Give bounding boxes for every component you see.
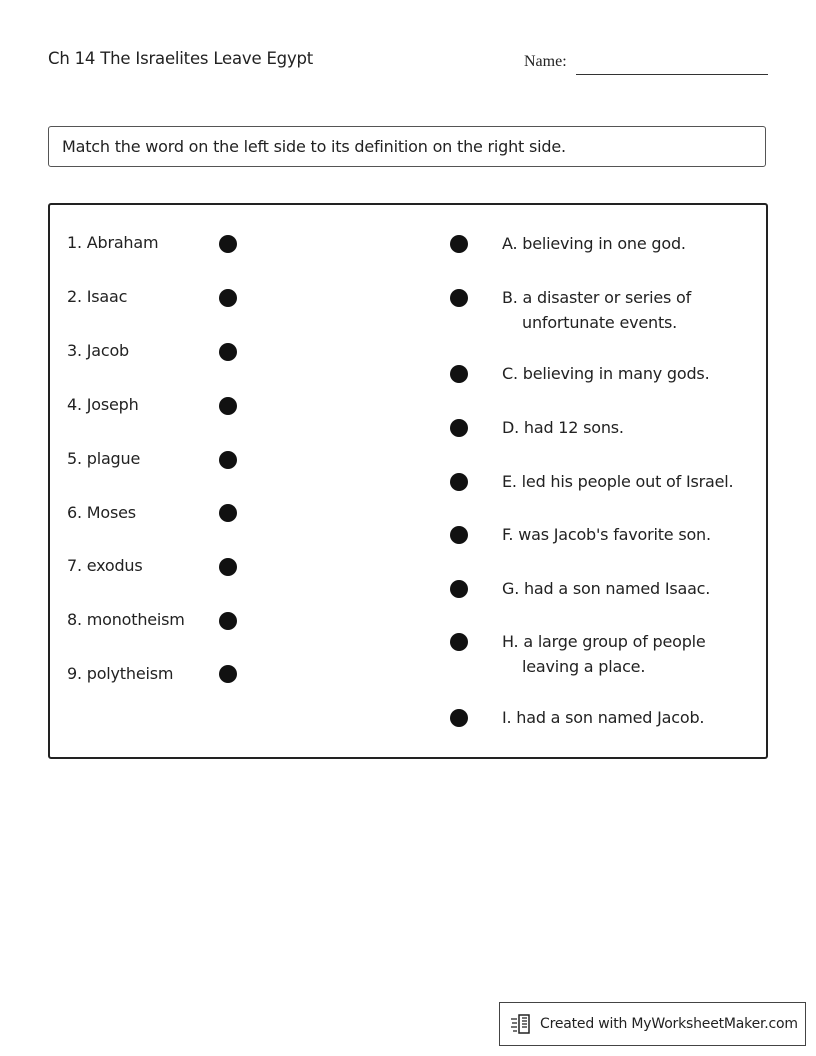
term-dot-icon[interactable] (219, 558, 237, 576)
instructions-box (48, 126, 766, 167)
definition-item (502, 469, 733, 494)
matching-box (48, 203, 768, 759)
term-dot-icon[interactable] (219, 397, 237, 415)
definition-item (502, 231, 686, 256)
footer-credit[interactable] (499, 1002, 806, 1046)
definition-text: G. had a son named Isaac. (502, 579, 711, 598)
definition-dot-icon[interactable] (450, 235, 468, 253)
definition-dot-icon[interactable] (450, 365, 468, 383)
worksheet-logo-icon (510, 1013, 534, 1035)
term-dot-icon[interactable] (219, 612, 237, 630)
term-dot-icon[interactable] (219, 289, 237, 307)
definition-text: H. a large group of people (502, 632, 706, 651)
definition-dot-icon[interactable] (450, 633, 468, 651)
definition-dot-icon[interactable] (450, 473, 468, 491)
term-dot-icon[interactable] (219, 504, 237, 522)
term-item: 2. Isaac (67, 287, 128, 306)
definition-item (502, 629, 706, 679)
term-dot-icon[interactable] (219, 665, 237, 683)
worksheet-title: Ch 14 The Israelites Leave Egypt (48, 49, 314, 68)
name-label: Name: (524, 53, 567, 70)
term-item: 8. monotheism (67, 610, 185, 629)
definition-text: B. a disaster or series of (502, 288, 692, 307)
term-dot-icon[interactable] (219, 235, 237, 253)
definition-dot-icon[interactable] (450, 289, 468, 307)
definition-item (502, 285, 691, 335)
term-dot-icon[interactable] (219, 451, 237, 469)
definition-text: F. was Jacob's favorite son. (502, 525, 711, 544)
term-item: 7. exodus (67, 556, 143, 575)
term-item: 9. polytheism (67, 664, 174, 683)
name-field-line[interactable] (576, 74, 768, 75)
instructions-text: Match the word on the left side to its definition on the right side. (62, 137, 566, 156)
term-item: 6. Moses (67, 503, 136, 522)
definition-dot-icon[interactable] (450, 419, 468, 437)
term-item: 1. Abraham (67, 233, 159, 252)
definition-item (502, 705, 704, 730)
term-item: 4. Joseph (67, 395, 139, 414)
definition-dot-icon[interactable] (450, 580, 468, 598)
definition-text-continued: unfortunate events. (522, 313, 678, 332)
definition-text: C. believing in many gods. (502, 364, 710, 383)
term-item: 5. plague (67, 449, 141, 468)
definition-item (502, 522, 711, 547)
definition-item (502, 576, 710, 601)
definition-item (502, 361, 709, 386)
definition-text-continued: leaving a place. (522, 657, 646, 676)
definition-text: A. believing in one god. (502, 234, 686, 253)
definition-text: D. had 12 sons. (502, 418, 624, 437)
definition-item (502, 415, 624, 440)
term-dot-icon[interactable] (219, 343, 237, 361)
definition-text: I. had a son named Jacob. (502, 708, 705, 727)
term-item: 3. Jacob (67, 341, 130, 360)
definition-dot-icon[interactable] (450, 526, 468, 544)
definition-dot-icon[interactable] (450, 709, 468, 727)
definition-text: E. led his people out of Israel. (502, 472, 734, 491)
footer-text: Created with MyWorksheetMaker.com (540, 1016, 798, 1032)
